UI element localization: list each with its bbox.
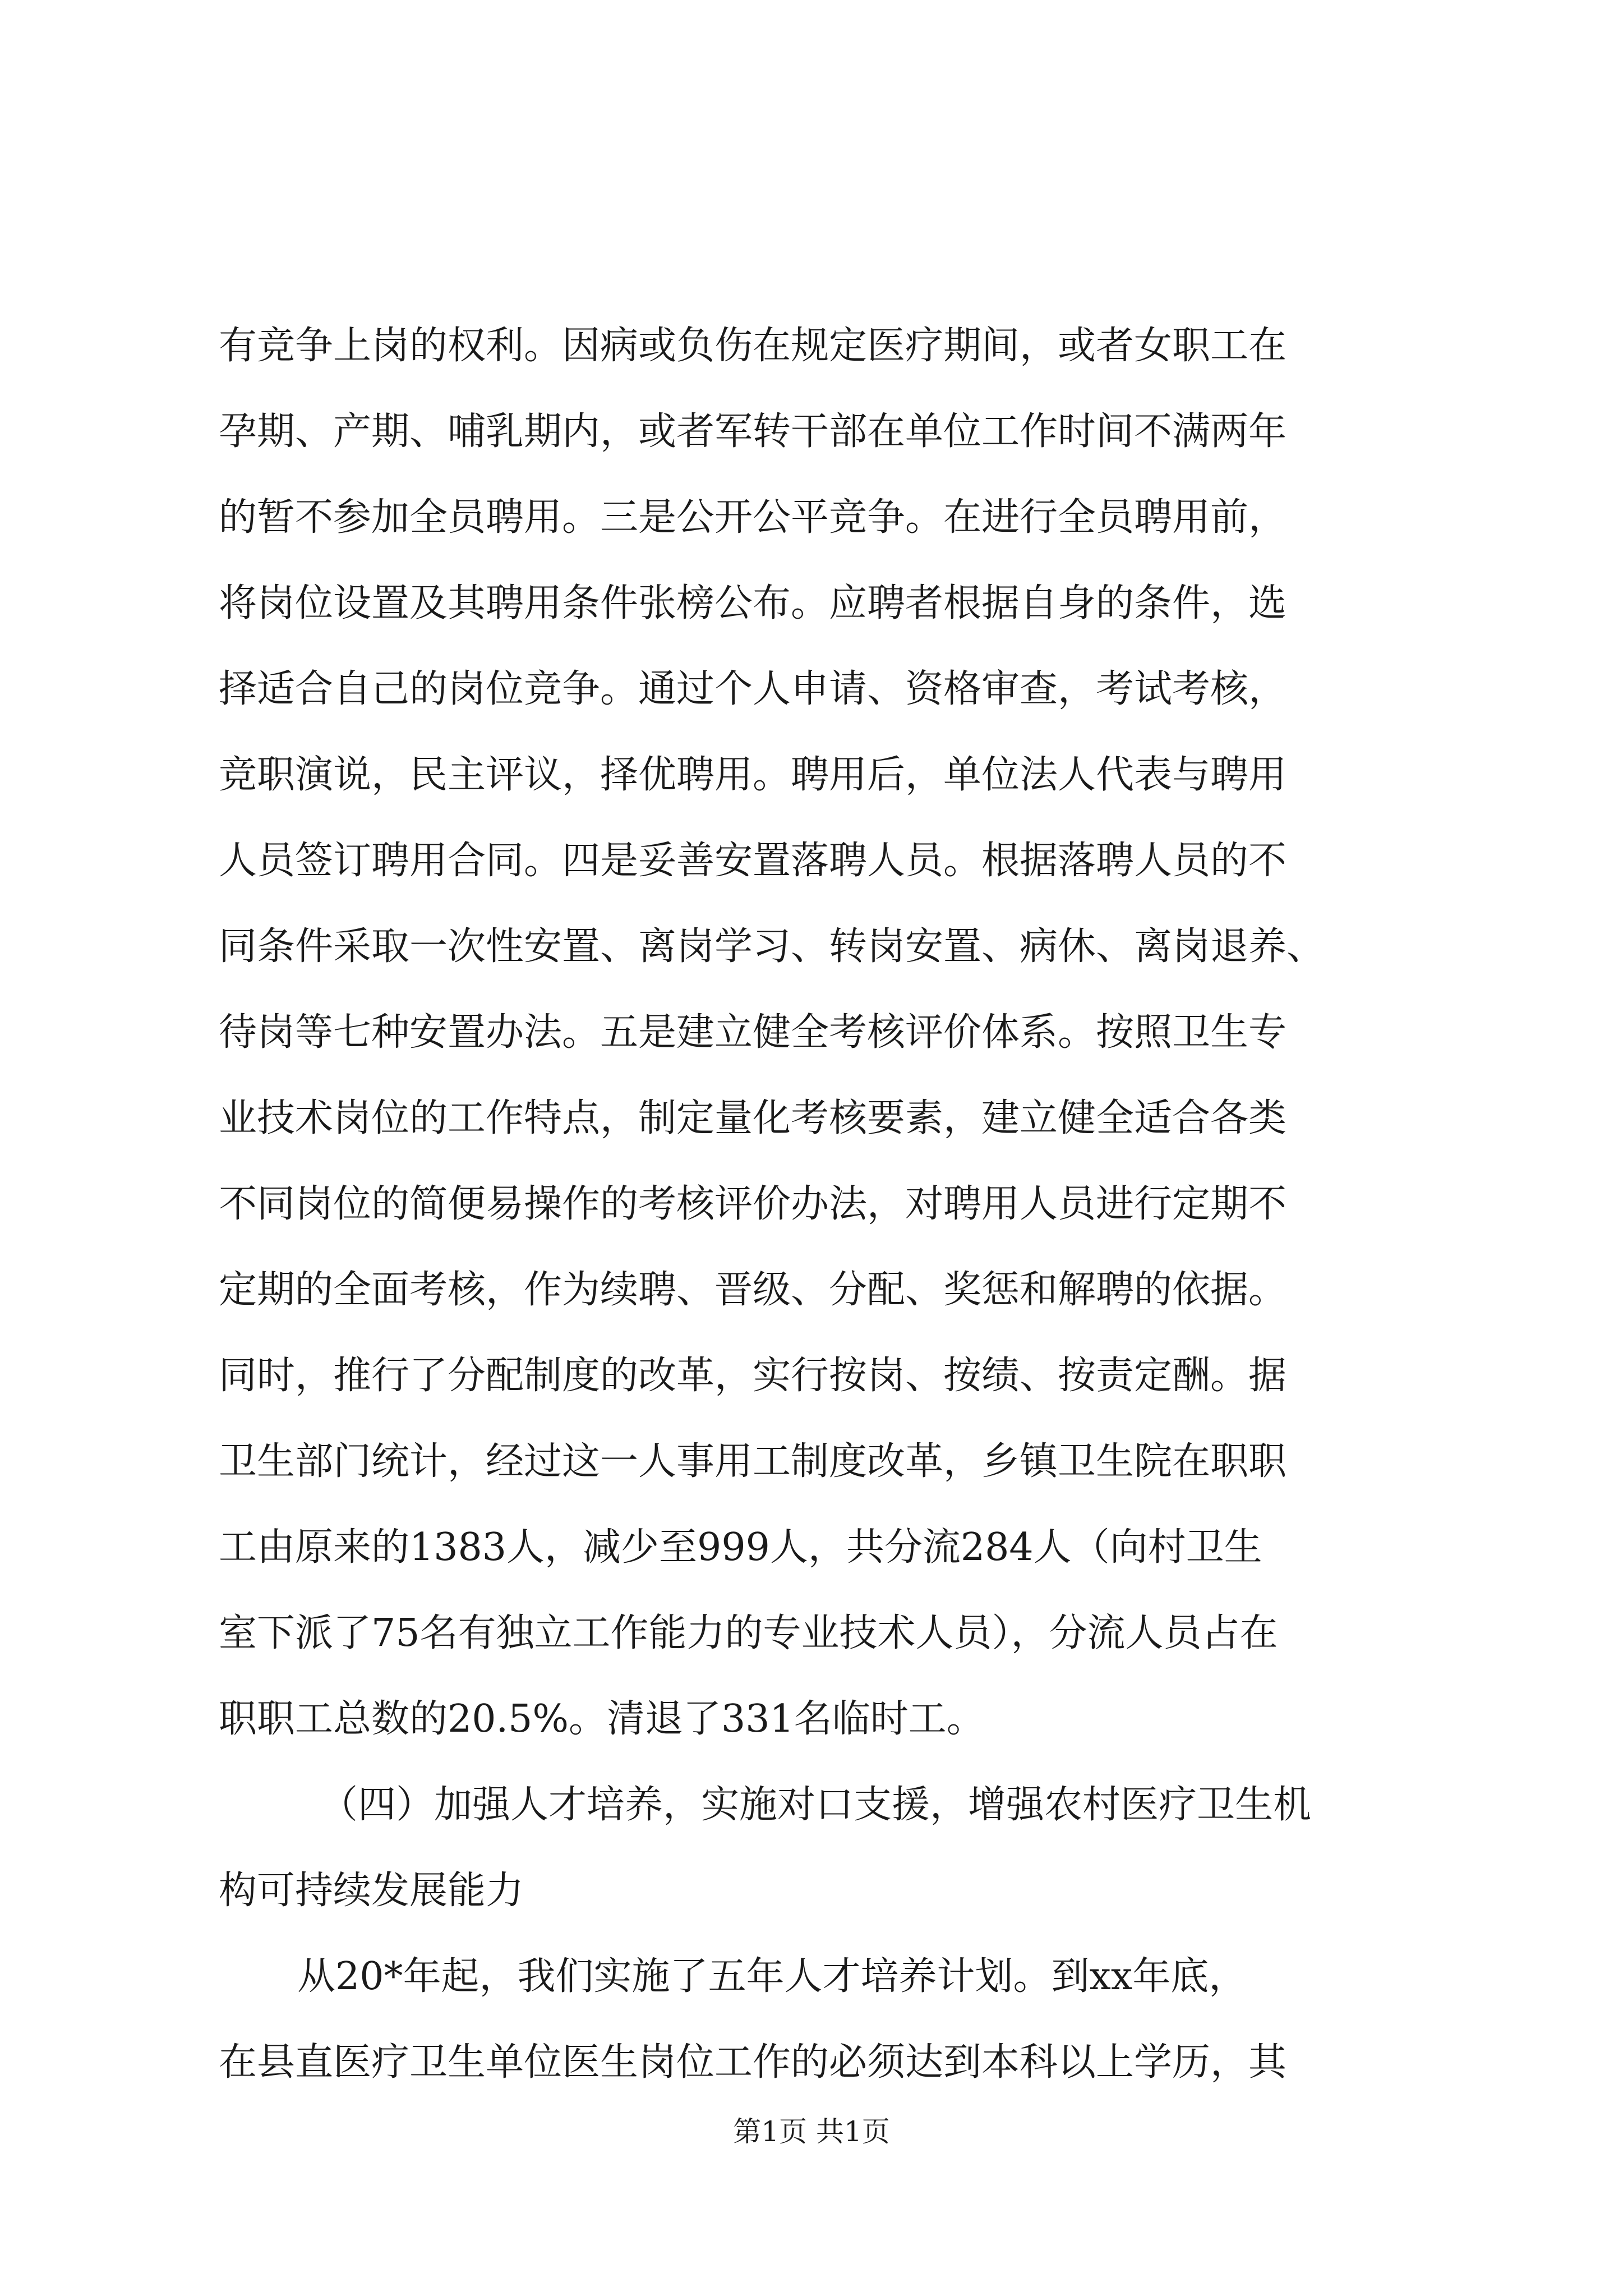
text-line: 择适合自己的岗位竞争。通过个人申请、资格审查，考试考核， — [219, 667, 1287, 711]
text-line: 在县直医疗卫生单位医生岗位工作的必须达到本科以上学历，其 — [219, 2040, 1287, 2085]
section-heading-line: 构可持续发展能力 — [219, 1869, 524, 1913]
text-line: 人员签订聘用合同。四是妥善安置落聘人员。根据落聘人员的不 — [219, 839, 1287, 883]
text-line: 孕期、产期、哺乳期内，或者军转干部在单位工作时间不满两年 — [219, 409, 1287, 454]
text-line: 工由原来的1383人，减少至999人，共分流284人（向村卫生 — [219, 1525, 1262, 1570]
text-line: 竞职演说，民主评议，择优聘用。聘用后，单位法人代表与聘用 — [219, 753, 1287, 797]
text-line: 从20*年起，我们实施了五年人才培养计划。到xx年底， — [297, 1954, 1247, 1999]
text-line: 同条件采取一次性安置、离岗学习、转岗安置、病休、离岗退养、 — [219, 924, 1325, 969]
section-heading-line: （四）加强人才培养，实施对口支援，增强农村医疗卫生机 — [320, 1783, 1312, 1827]
text-line: 卫生部门统计，经过这一人事用工制度改革，乡镇卫生院在职职 — [219, 1439, 1287, 1484]
text-line: 定期的全面考核，作为续聘、晋级、分配、奖惩和解聘的依据。 — [219, 1268, 1287, 1312]
page-footer: 第1页 共1页 — [733, 2115, 890, 2148]
text-line: 有竞争上岗的权利。因病或负伤在规定医疗期间，或者女职工在 — [219, 324, 1287, 368]
text-line: 职职工总数的20.5%。清退了331名临时工。 — [219, 1697, 985, 1741]
document-body — [219, 303, 1424, 2105]
text-line: 同时，推行了分配制度的改革，实行按岗、按绩、按责定酬。据 — [219, 1354, 1287, 1398]
text-line: 的暂不参加全员聘用。三是公开公平竞争。在进行全员聘用前， — [219, 495, 1287, 540]
text-line: 不同岗位的简便易操作的考核评价办法，对聘用人员进行定期不 — [219, 1182, 1287, 1226]
text-line: 室下派了75名有独立工作能力的专业技术人员），分流人员占在 — [219, 1611, 1278, 1655]
text-line: 业技术岗位的工作特点，制定量化考核要素，建立健全适合各类 — [219, 1096, 1287, 1140]
text-line: 将岗位设置及其聘用条件张榜公布。应聘者根据自身的条件，选 — [219, 581, 1287, 625]
text-line: 待岗等七种安置办法。五是建立健全考核评价体系。按照卫生专 — [219, 1010, 1287, 1055]
